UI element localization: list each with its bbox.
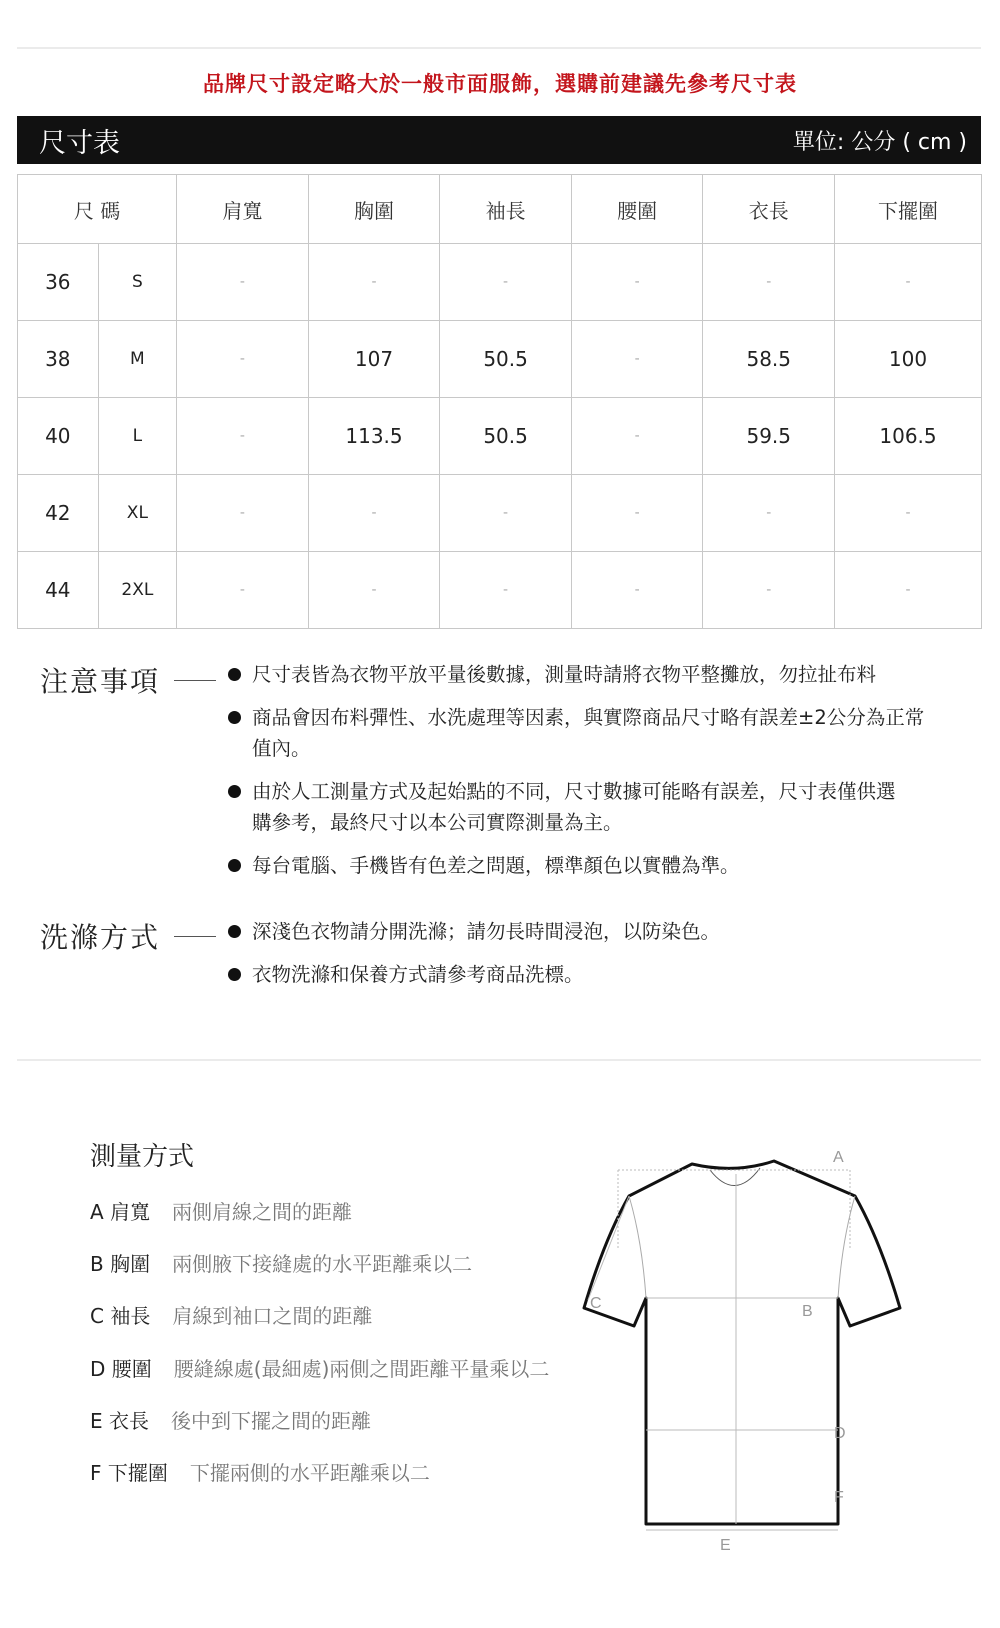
table-row bbox=[18, 398, 982, 475]
table-cell: - bbox=[571, 475, 703, 552]
table-cell: - bbox=[835, 552, 982, 629]
measure-desc: 兩側腋下接縫處的水平距離乘以二 bbox=[172, 1252, 473, 1276]
size-label: 2XL bbox=[98, 552, 177, 629]
size-number: 40 bbox=[18, 398, 99, 475]
size-label: S bbox=[98, 244, 177, 321]
list-item: 深淺色衣物請分開洗滌；請勿長時間浸泡，以防染色。 bbox=[228, 916, 968, 947]
tshirt-diagram bbox=[580, 1130, 940, 1570]
table-row bbox=[18, 244, 982, 321]
table-cell: 100 bbox=[835, 321, 982, 398]
table-cell: 113.5 bbox=[308, 398, 440, 475]
diagram-label-b: B bbox=[802, 1303, 813, 1320]
table-cell: 107 bbox=[308, 321, 440, 398]
measure-item-a bbox=[90, 1196, 352, 1225]
table-cell: - bbox=[308, 475, 440, 552]
size-label: XL bbox=[98, 475, 177, 552]
unit-label: 單位: 公分 ( cm ) bbox=[792, 129, 967, 155]
collar-line bbox=[710, 1168, 760, 1186]
header-sleeve: 袖長 bbox=[440, 175, 572, 244]
washing-list bbox=[228, 916, 968, 1002]
header-length: 衣長 bbox=[703, 175, 835, 244]
top-divider bbox=[17, 47, 981, 49]
measure-desc: 兩側肩線之間的距離 bbox=[172, 1200, 353, 1224]
table-header-row bbox=[18, 175, 982, 244]
size-number: 42 bbox=[18, 475, 99, 552]
size-label: M bbox=[98, 321, 177, 398]
notes-list bbox=[228, 659, 968, 893]
table-cell: 59.5 bbox=[703, 398, 835, 475]
measure-item-b bbox=[90, 1248, 472, 1277]
size-number: 36 bbox=[18, 244, 99, 321]
size-chart-header bbox=[17, 116, 981, 164]
table-row bbox=[18, 552, 982, 629]
size-notice: 品牌尺寸設定略大於一般市面服飾，選購前建議先參考尺寸表 bbox=[203, 72, 797, 96]
measure-key: E 衣長 bbox=[90, 1409, 149, 1433]
measure-key: F 下擺圍 bbox=[90, 1461, 168, 1485]
table-row bbox=[18, 475, 982, 552]
table-cell: - bbox=[835, 244, 982, 321]
measure-key: D 腰圍 bbox=[90, 1357, 152, 1381]
size-number: 38 bbox=[18, 321, 99, 398]
washing-title: 洗滌方式 bbox=[40, 921, 161, 954]
table-cell: - bbox=[440, 244, 572, 321]
sleeve-line bbox=[588, 1196, 629, 1300]
list-item: 衣物洗滌和保養方式請參考商品洗標。 bbox=[228, 959, 968, 990]
table-cell: - bbox=[440, 475, 572, 552]
header-chest: 胸圍 bbox=[308, 175, 440, 244]
notes-title-line bbox=[174, 680, 216, 681]
table-cell: - bbox=[177, 244, 309, 321]
section-divider bbox=[17, 1059, 981, 1061]
measure-item-f bbox=[90, 1457, 430, 1486]
measure-desc: 肩線到袖口之間的距離 bbox=[172, 1304, 373, 1328]
measure-desc: 腰縫線處(最細處)兩側之間距離平量乘以二 bbox=[173, 1357, 550, 1381]
table-cell: - bbox=[177, 398, 309, 475]
list-item: 由於人工測量方式及起始點的不同，尺寸數據可能略有誤差，尺寸表僅供選購參考，最終尺寸以本公司實際測量為主。 bbox=[228, 776, 912, 838]
table-cell: - bbox=[308, 552, 440, 629]
table-row bbox=[18, 321, 982, 398]
size-chart-title: 尺寸表 bbox=[39, 127, 120, 159]
list-item: 商品會因布料彈性、水洗處理等因素，與實際商品尺寸略有誤差±2公分為正常值內。 bbox=[228, 702, 942, 764]
table-cell: - bbox=[571, 398, 703, 475]
measure-desc: 下擺兩側的水平距離乘以二 bbox=[189, 1461, 430, 1485]
table-cell: - bbox=[703, 244, 835, 321]
table-cell: - bbox=[703, 475, 835, 552]
table-cell: - bbox=[177, 321, 309, 398]
diagram-label-a: A bbox=[833, 1149, 844, 1166]
diagram-label-c: C bbox=[590, 1295, 602, 1312]
table-cell: 50.5 bbox=[440, 398, 572, 475]
diagram-label-f: F bbox=[834, 1489, 844, 1506]
list-item: 尺寸表皆為衣物平放平量後數據，測量時請將衣物平整攤放，勿拉扯布料 bbox=[228, 659, 968, 690]
table-cell: - bbox=[308, 244, 440, 321]
table-cell: - bbox=[571, 244, 703, 321]
measure-key: A 肩寬 bbox=[90, 1200, 151, 1224]
table-cell: - bbox=[177, 475, 309, 552]
table-cell: 58.5 bbox=[703, 321, 835, 398]
measure-key: C 袖長 bbox=[90, 1304, 151, 1328]
header-waist: 腰圍 bbox=[571, 175, 703, 244]
diagram-label-e: E bbox=[720, 1537, 731, 1554]
table-cell: - bbox=[571, 552, 703, 629]
header-shoulder: 肩寬 bbox=[177, 175, 309, 244]
table-cell: - bbox=[177, 552, 309, 629]
table-cell: 106.5 bbox=[835, 398, 982, 475]
header-hem: 下擺圍 bbox=[835, 175, 982, 244]
table-cell: - bbox=[440, 552, 572, 629]
size-table bbox=[17, 174, 982, 629]
size-label: L bbox=[98, 398, 177, 475]
measure-desc: 後中到下擺之間的距離 bbox=[171, 1409, 371, 1433]
diagram-label-d: D bbox=[834, 1425, 846, 1442]
measure-item-d bbox=[90, 1353, 549, 1382]
notes-title: 注意事項 bbox=[40, 665, 161, 698]
size-number: 44 bbox=[18, 552, 99, 629]
table-cell: - bbox=[703, 552, 835, 629]
measurement-title: 測量方式 bbox=[90, 1142, 195, 1172]
list-item: 每台電腦、手機皆有色差之問題，標準顏色以實體為準。 bbox=[228, 850, 968, 881]
measure-item-e bbox=[90, 1405, 371, 1434]
measure-item-c bbox=[90, 1300, 372, 1329]
header-size: 尺 碼 bbox=[18, 175, 177, 244]
table-cell: 50.5 bbox=[440, 321, 572, 398]
table-cell: - bbox=[571, 321, 703, 398]
washing-title-line bbox=[174, 936, 216, 937]
tshirt-outline-icon bbox=[584, 1161, 900, 1524]
measure-key: B 胸圍 bbox=[90, 1252, 151, 1276]
table-cell: - bbox=[835, 475, 982, 552]
